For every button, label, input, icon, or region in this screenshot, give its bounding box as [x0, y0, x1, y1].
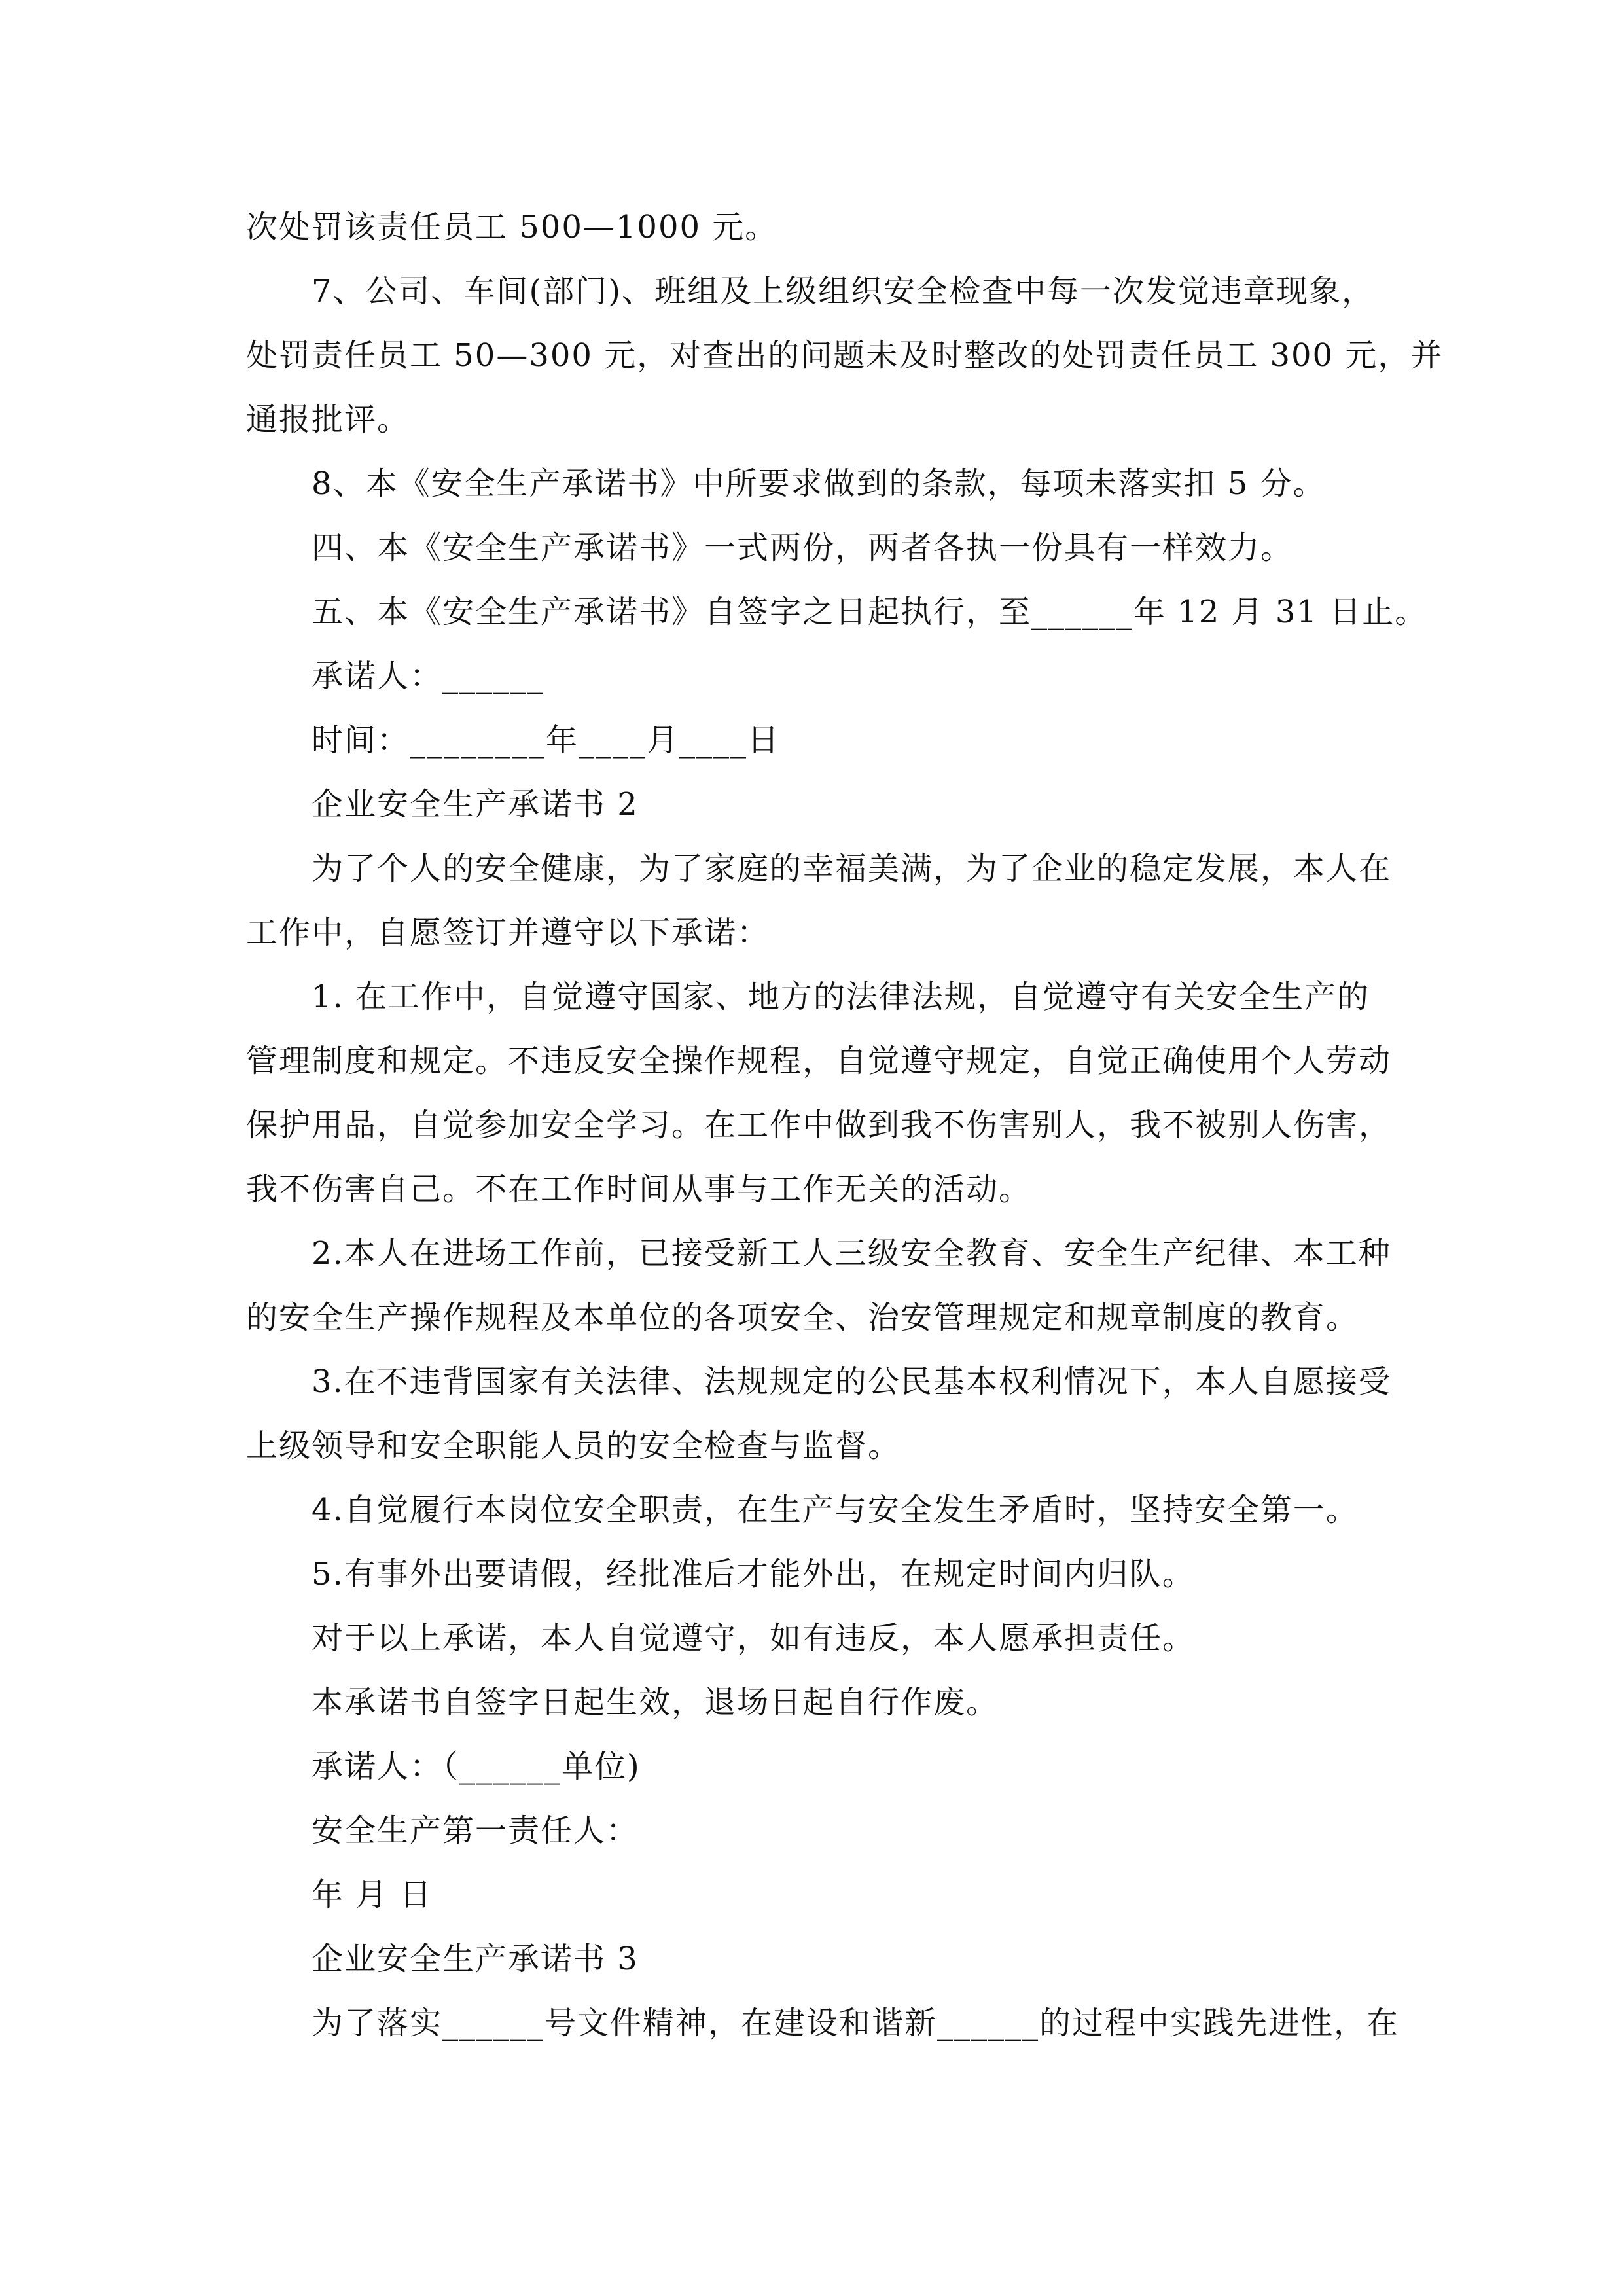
- text-line: 上级领导和安全职能人员的安全检查与监督。: [246, 1427, 901, 1464]
- signature-line: 安全生产第一责任人：: [312, 1812, 639, 1849]
- text-line: 对于以上承诺，本人自觉遵守，如有违反，本人愿承担责任。: [312, 1620, 1196, 1657]
- section-heading: 企业安全生产承诺书 3: [312, 1941, 639, 1977]
- text-line: 次处罚该责任员工 500—1000 元。: [246, 209, 778, 245]
- text-line: 7、公司、车间(部门)、班组及上级组织安全检查中每一次发觉违章现象，: [312, 273, 1374, 310]
- text-line: 3.在不违背国家有关法律、法规规定的公民基本权利情况下，本人自愿接受: [312, 1363, 1391, 1400]
- date-line: 年 月 日: [312, 1876, 433, 1913]
- text-line: 1. 在工作中，自觉遵守国家、地方的法律法规，自觉遵守有关安全生产的: [312, 978, 1370, 1015]
- text-line: 8、本《安全生产承诺书》中所要求做到的条款，每项未落实扣 5 分。: [312, 465, 1326, 502]
- section-heading: 企业安全生产承诺书 2: [312, 786, 639, 823]
- text-line: 五、本《安全生产承诺书》自签字之日起执行，至______年 12 月 31 日止。: [312, 594, 1428, 630]
- signature-line: 承诺人：______: [312, 658, 545, 694]
- text-line: 处罚责任员工 50—300 元，对查出的问题未及时整改的处罚责任员工 300 元，并: [246, 337, 1444, 374]
- text-line: 通报批评。: [246, 401, 410, 438]
- text-line: 管理制度和规定。不违反安全操作规程，自觉遵守规定，自觉正确使用个人劳动: [246, 1043, 1392, 1079]
- text-line: 4.自觉履行本岗位安全职责，在生产与安全发生矛盾时，坚持安全第一。: [312, 1492, 1359, 1528]
- text-line: 工作中，自愿签订并遵守以下承诺：: [246, 914, 770, 951]
- text-line: 为了个人的安全健康，为了家庭的幸福美满，为了企业的稳定发展，本人在: [312, 850, 1392, 887]
- text-line: 5.有事外出要请假，经批准后才能外出，在规定时间内归队。: [312, 1556, 1195, 1592]
- text-line: 保护用品，自觉参加安全学习。在工作中做到我不伤害别人，我不被别人伤害，: [246, 1107, 1392, 1143]
- signature-line: 承诺人：（______单位): [312, 1748, 641, 1785]
- date-line: 时间：________年____月____日: [312, 722, 781, 759]
- text-line: 的安全生产操作规程及本单位的各项安全、治安管理规定和规章制度的教育。: [246, 1299, 1359, 1336]
- text-line: 我不伤害自己。不在工作时间从事与工作无关的活动。: [246, 1171, 1032, 1208]
- text-line: 2.本人在进场工作前，已接受新工人三级安全教育、安全生产纪律、本工种: [312, 1235, 1391, 1272]
- text-line: 本承诺书自签字日起生效，退场日起自行作废。: [312, 1684, 999, 1721]
- text-line: 四、本《安全生产承诺书》一式两份，两者各执一份具有一样效力。: [312, 529, 1294, 566]
- text-line: 为了落实______号文件精神，在建设和谐新______的过程中实践先进性，在: [312, 2005, 1400, 2041]
- document-body: [246, 195, 1444, 2055]
